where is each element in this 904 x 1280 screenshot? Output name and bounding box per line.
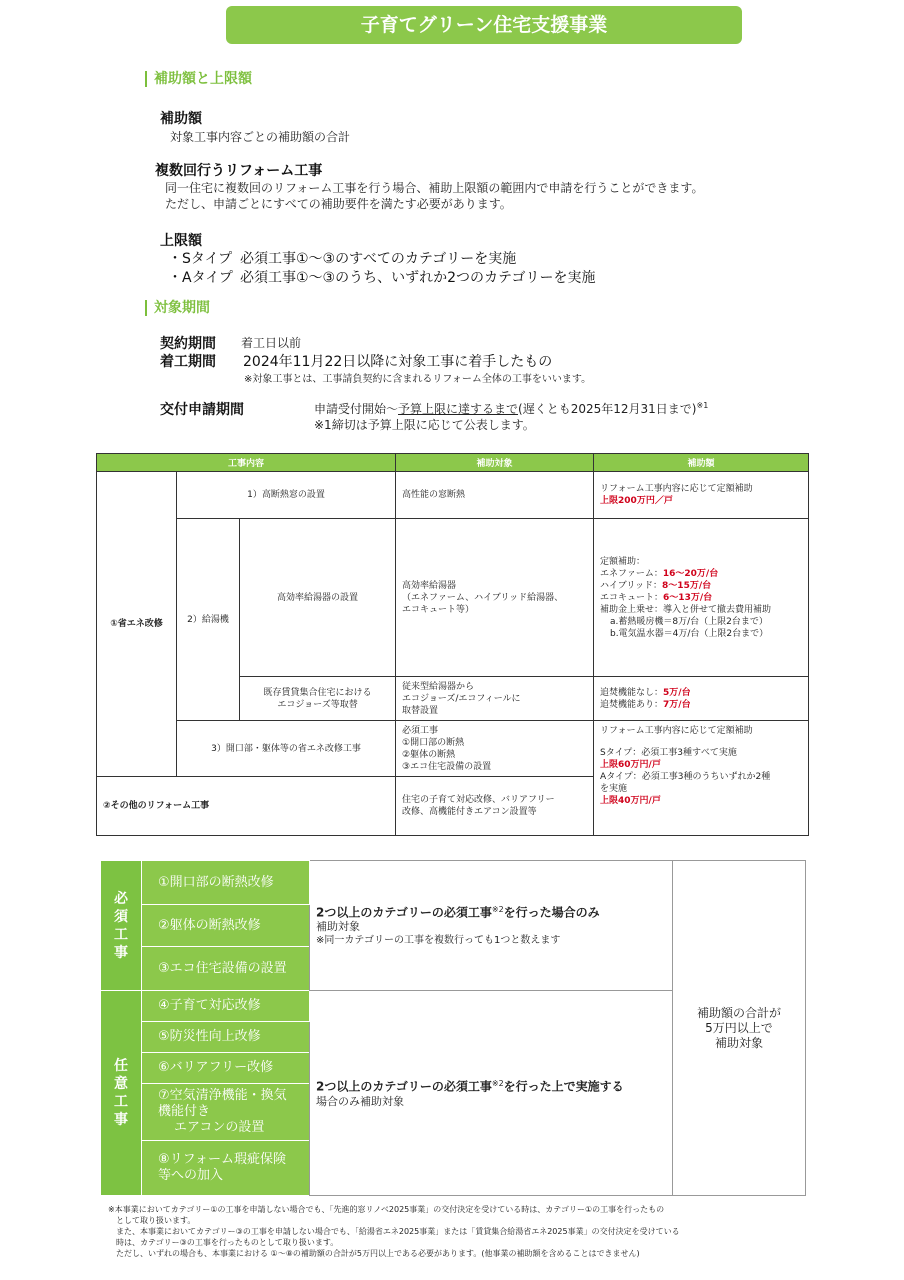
opening-a5: を実施 — [600, 784, 628, 794]
apply-pre: 申請受付開始～ — [314, 402, 399, 416]
heater-a5: 補助金上乗せ：導入と併せて撤去費用補助 — [600, 604, 772, 615]
a-type-label: ・Aタイプ — [168, 270, 233, 286]
condition-optional — [310, 991, 673, 1196]
opening-a6: 上限40万円/戸 — [600, 796, 661, 806]
note-4: 時は、カテゴリー③の工事を行ったものとして取り扱います。 — [116, 1238, 339, 1247]
heater-target-l3: エコキュート等） — [402, 604, 475, 615]
cond2-sup: ※2 — [491, 1079, 504, 1089]
cond2-head: 2つ以上のカテゴリーの必須工事 — [316, 1079, 492, 1094]
insurance-l1: ⑧リフォーム瑕疵保険 — [158, 1152, 287, 1167]
contract-value: 着工日以前 — [241, 336, 302, 350]
heater-target-l2: （エネファーム、ハイブリッド給湯器、 — [402, 592, 564, 603]
row-ecojoz-name — [240, 677, 396, 721]
row-windows-amount — [594, 472, 809, 519]
row-heater-amount — [594, 519, 809, 677]
header-work: 工事内容 — [97, 454, 396, 472]
cond2-tail: を行った上で実施する — [503, 1079, 624, 1094]
apply-sup: ※1 — [696, 401, 709, 410]
ecojoz-a1-label: 追焚機能なし： — [600, 687, 664, 698]
note-2: として取り扱います。 — [116, 1216, 196, 1225]
row-heater-target — [396, 519, 594, 677]
a-type-text: 必須工事①～③のうち、いずれか2つのカテゴリーを実施 — [240, 270, 596, 286]
fukusu-title: 複数回行うリフォーム工事 — [155, 163, 323, 179]
cond1-l3: ※同一カテゴリーの工事を複数行っても1つと数えます — [316, 935, 561, 947]
item-childcare: ④子育て対応改修 — [142, 991, 310, 1022]
heater-a3-label: ハイブリッド： — [600, 580, 663, 591]
hissu-label — [101, 861, 142, 991]
ecojoz-a2-val: 7万/台 — [663, 699, 691, 710]
opening-a1: リフォーム工事内容に応じて定額補助 — [600, 726, 753, 736]
note-3: また、本事業においてカテゴリー③の工事を申請しない場合でも、「給湯省エネ2025事業」または「賃貸集合給湯省エネ2025事業」の交付決定を受けている — [116, 1227, 680, 1236]
note-5: ただし、いずれの場合も、本事業における ①～⑧の補助額の合計が5万円以上である必要があります。(他事業の補助額を含めることはできません) — [116, 1249, 640, 1258]
fukusu-line2: ただし、申請ごとにすべての補助要件を満たす必要があります。 — [165, 197, 512, 211]
nini-c2: 意 — [114, 1076, 128, 1092]
row-opening-target — [396, 721, 594, 777]
nini-c1: 任 — [114, 1058, 128, 1074]
opening-target-l4: ③エコ住宅設備の設置 — [402, 762, 492, 772]
contract-label: 契約期間 — [160, 336, 216, 352]
row-windows-name: 1）高断熱窓の設置 — [177, 472, 396, 519]
ecojoz-target-l2: エコジョーズ/エコフィールに — [402, 693, 521, 704]
item-opening-insulation: ①開口部の断熱改修 — [142, 861, 310, 905]
subsidy-table — [96, 453, 809, 836]
category-energy: ①省エネ改修 — [97, 472, 177, 777]
heater-a7: b.電気温水器＝4万/台（上限2台まで） — [610, 628, 769, 639]
heater-a2-val: 16～20万/台 — [662, 568, 719, 579]
header-target: 補助対象 — [396, 454, 594, 472]
s-type-text: 必須工事①～③のすべてのカテゴリーを実施 — [240, 251, 517, 267]
cond1-sup: ※2 — [491, 904, 504, 914]
row-other-target — [396, 777, 594, 836]
heater-a6: a.蓄熱暖房機＝8万/台（上限2台まで） — [610, 616, 768, 627]
total-condition — [673, 861, 806, 1196]
apply-label: 交付申請期間 — [160, 402, 244, 418]
total-l1: 補助額の合計が — [696, 1005, 781, 1020]
nini-label — [101, 991, 142, 1196]
heater-target-l1: 高効率給湯器 — [402, 580, 457, 591]
apply-value — [314, 400, 708, 417]
cond1-tail: を行った場合のみ — [503, 905, 600, 920]
footnotes — [108, 1204, 680, 1259]
opening-a4: Aタイプ：必須工事3種のうちいずれか2種 — [600, 772, 771, 782]
item-disaster: ⑤防災性向上改修 — [142, 1022, 310, 1053]
item-defect-insurance — [142, 1141, 310, 1196]
condition-required — [310, 861, 673, 991]
opening-target-l1: 必須工事 — [402, 726, 439, 736]
note-1: ※本事業においてカテゴリー①の工事を申請しない場合でも、「先進的窓リノベ2025事業」の交付決定を受けている時は、カテゴリー①の工事を行ったもの — [108, 1205, 665, 1214]
heater-a4-label: エコキュート： — [600, 592, 664, 603]
ecojoz-name-l2: エコジョーズ等取替 — [277, 699, 358, 710]
fukusu-line1: 同一住宅に複数回のリフォーム工事を行う場合、補助上限額の範囲内で申請を行うことができます。 — [165, 181, 704, 195]
ecojoz-name-l1: 既存賃貸集合住宅における — [263, 687, 372, 698]
cond1-head: 2つ以上のカテゴリーの必須工事 — [316, 905, 492, 920]
row-ecojoz-amount — [594, 677, 809, 721]
nini-c4: 事 — [114, 1112, 128, 1128]
opening-a2: Sタイプ：必須工事3種すべて実施 — [600, 748, 737, 758]
start-value: 2024年11月22日以降に対象工事に着手したもの — [243, 354, 553, 370]
insurance-l2: 等への加入 — [158, 1168, 224, 1183]
windows-amount-cap: 上限200万円／戸 — [600, 496, 673, 506]
opening-target-l2: ①開口部の断熱 — [402, 738, 465, 748]
section-heading-period: 対象期間 — [145, 300, 210, 316]
cond1-l2: 補助対象 — [316, 920, 360, 934]
heater-a4 — [600, 592, 802, 604]
item-eco-equipment: ③エコ住宅設備の設置 — [142, 947, 310, 991]
heater-a3-val: 8～15万/台 — [662, 580, 712, 591]
item-body-insulation: ②躯体の断熱改修 — [142, 905, 310, 947]
item-aircon — [142, 1084, 310, 1141]
apply-note: ※1締切は予算上限に応じて公表します。 — [314, 418, 535, 432]
heater-a3 — [600, 580, 802, 592]
row-opening-amount — [594, 721, 809, 836]
aircon-l2: 機能付き — [158, 1104, 211, 1119]
heater-a2 — [600, 568, 802, 580]
heater-a4-val: 6～13万/台 — [663, 592, 713, 603]
hojo-text: 対象工事内容ごとの補助額の合計 — [170, 130, 351, 144]
ecojoz-target-l1: 従来型給湯器から — [402, 681, 475, 692]
section-heading-subsidy: 補助額と上限額 — [145, 71, 252, 87]
hissu-c1: 必 — [114, 890, 128, 907]
total-l3: 補助対象 — [714, 1035, 763, 1050]
item-barrierfree: ⑥バリアフリー改修 — [142, 1053, 310, 1084]
hissu-c4: 事 — [114, 944, 128, 961]
opening-target-l3: ②躯体の断熱 — [402, 750, 456, 760]
cond2-l2: 場合のみ補助対象 — [316, 1094, 404, 1108]
opening-a3: 上限60万円/戸 — [600, 760, 661, 770]
aircon-l3: エアコンの設置 — [174, 1120, 265, 1135]
row-heater-name: 高効率給湯器の設置 — [240, 519, 396, 677]
heater-a1: 定額補助： — [600, 556, 646, 567]
ecojoz-a2 — [600, 699, 802, 711]
row-windows-target: 高性能の窓断熱 — [396, 472, 594, 519]
apply-underline: 予算上限に達するまで — [398, 402, 519, 416]
nini-c3: 工 — [114, 1094, 128, 1110]
jogen-title: 上限額 — [160, 233, 202, 249]
header-amount: 補助額 — [594, 454, 809, 472]
hissu-c3: 工 — [114, 926, 128, 943]
total-l2: 5万円以上で — [705, 1020, 773, 1035]
ecojoz-a2-label: 追焚機能あり： — [600, 699, 664, 710]
other-target-l1: 住宅の子育て対応改修、バリアフリー — [402, 795, 555, 805]
windows-amount-text: リフォーム工事内容に応じて定額補助 — [600, 484, 753, 494]
category-table — [100, 860, 806, 1196]
ecojoz-a1 — [600, 687, 802, 699]
category-other: ②その他のリフォーム工事 — [97, 777, 396, 836]
hojo-title: 補助額 — [160, 111, 202, 127]
apply-post: (遅くとも2025年12月31日まで) — [518, 402, 697, 416]
other-target-l2: 改修、高機能付きエアコン設置等 — [402, 807, 537, 817]
s-type-label: ・Sタイプ — [168, 251, 233, 267]
ecojoz-a1-val: 5万/台 — [663, 687, 691, 698]
page-title-banner: 子育てグリーン住宅支援事業 — [226, 6, 742, 44]
start-label: 着工期間 — [160, 354, 216, 370]
row-ecojoz-target — [396, 677, 594, 721]
start-note: ※対象工事とは、工事請負契約に含まれるリフォーム全体の工事をいいます。 — [244, 374, 592, 385]
row-opening-name: 3）開口部・躯体等の省エネ改修工事 — [177, 721, 396, 777]
kyuto-label: 2）給湯機 — [177, 519, 240, 721]
aircon-l1: ⑦空気清浄機能・換気 — [158, 1088, 287, 1103]
ecojoz-target-l3: 取替設置 — [402, 705, 439, 716]
heater-a2-label: エネファーム： — [600, 568, 663, 579]
hissu-c2: 須 — [114, 908, 128, 925]
